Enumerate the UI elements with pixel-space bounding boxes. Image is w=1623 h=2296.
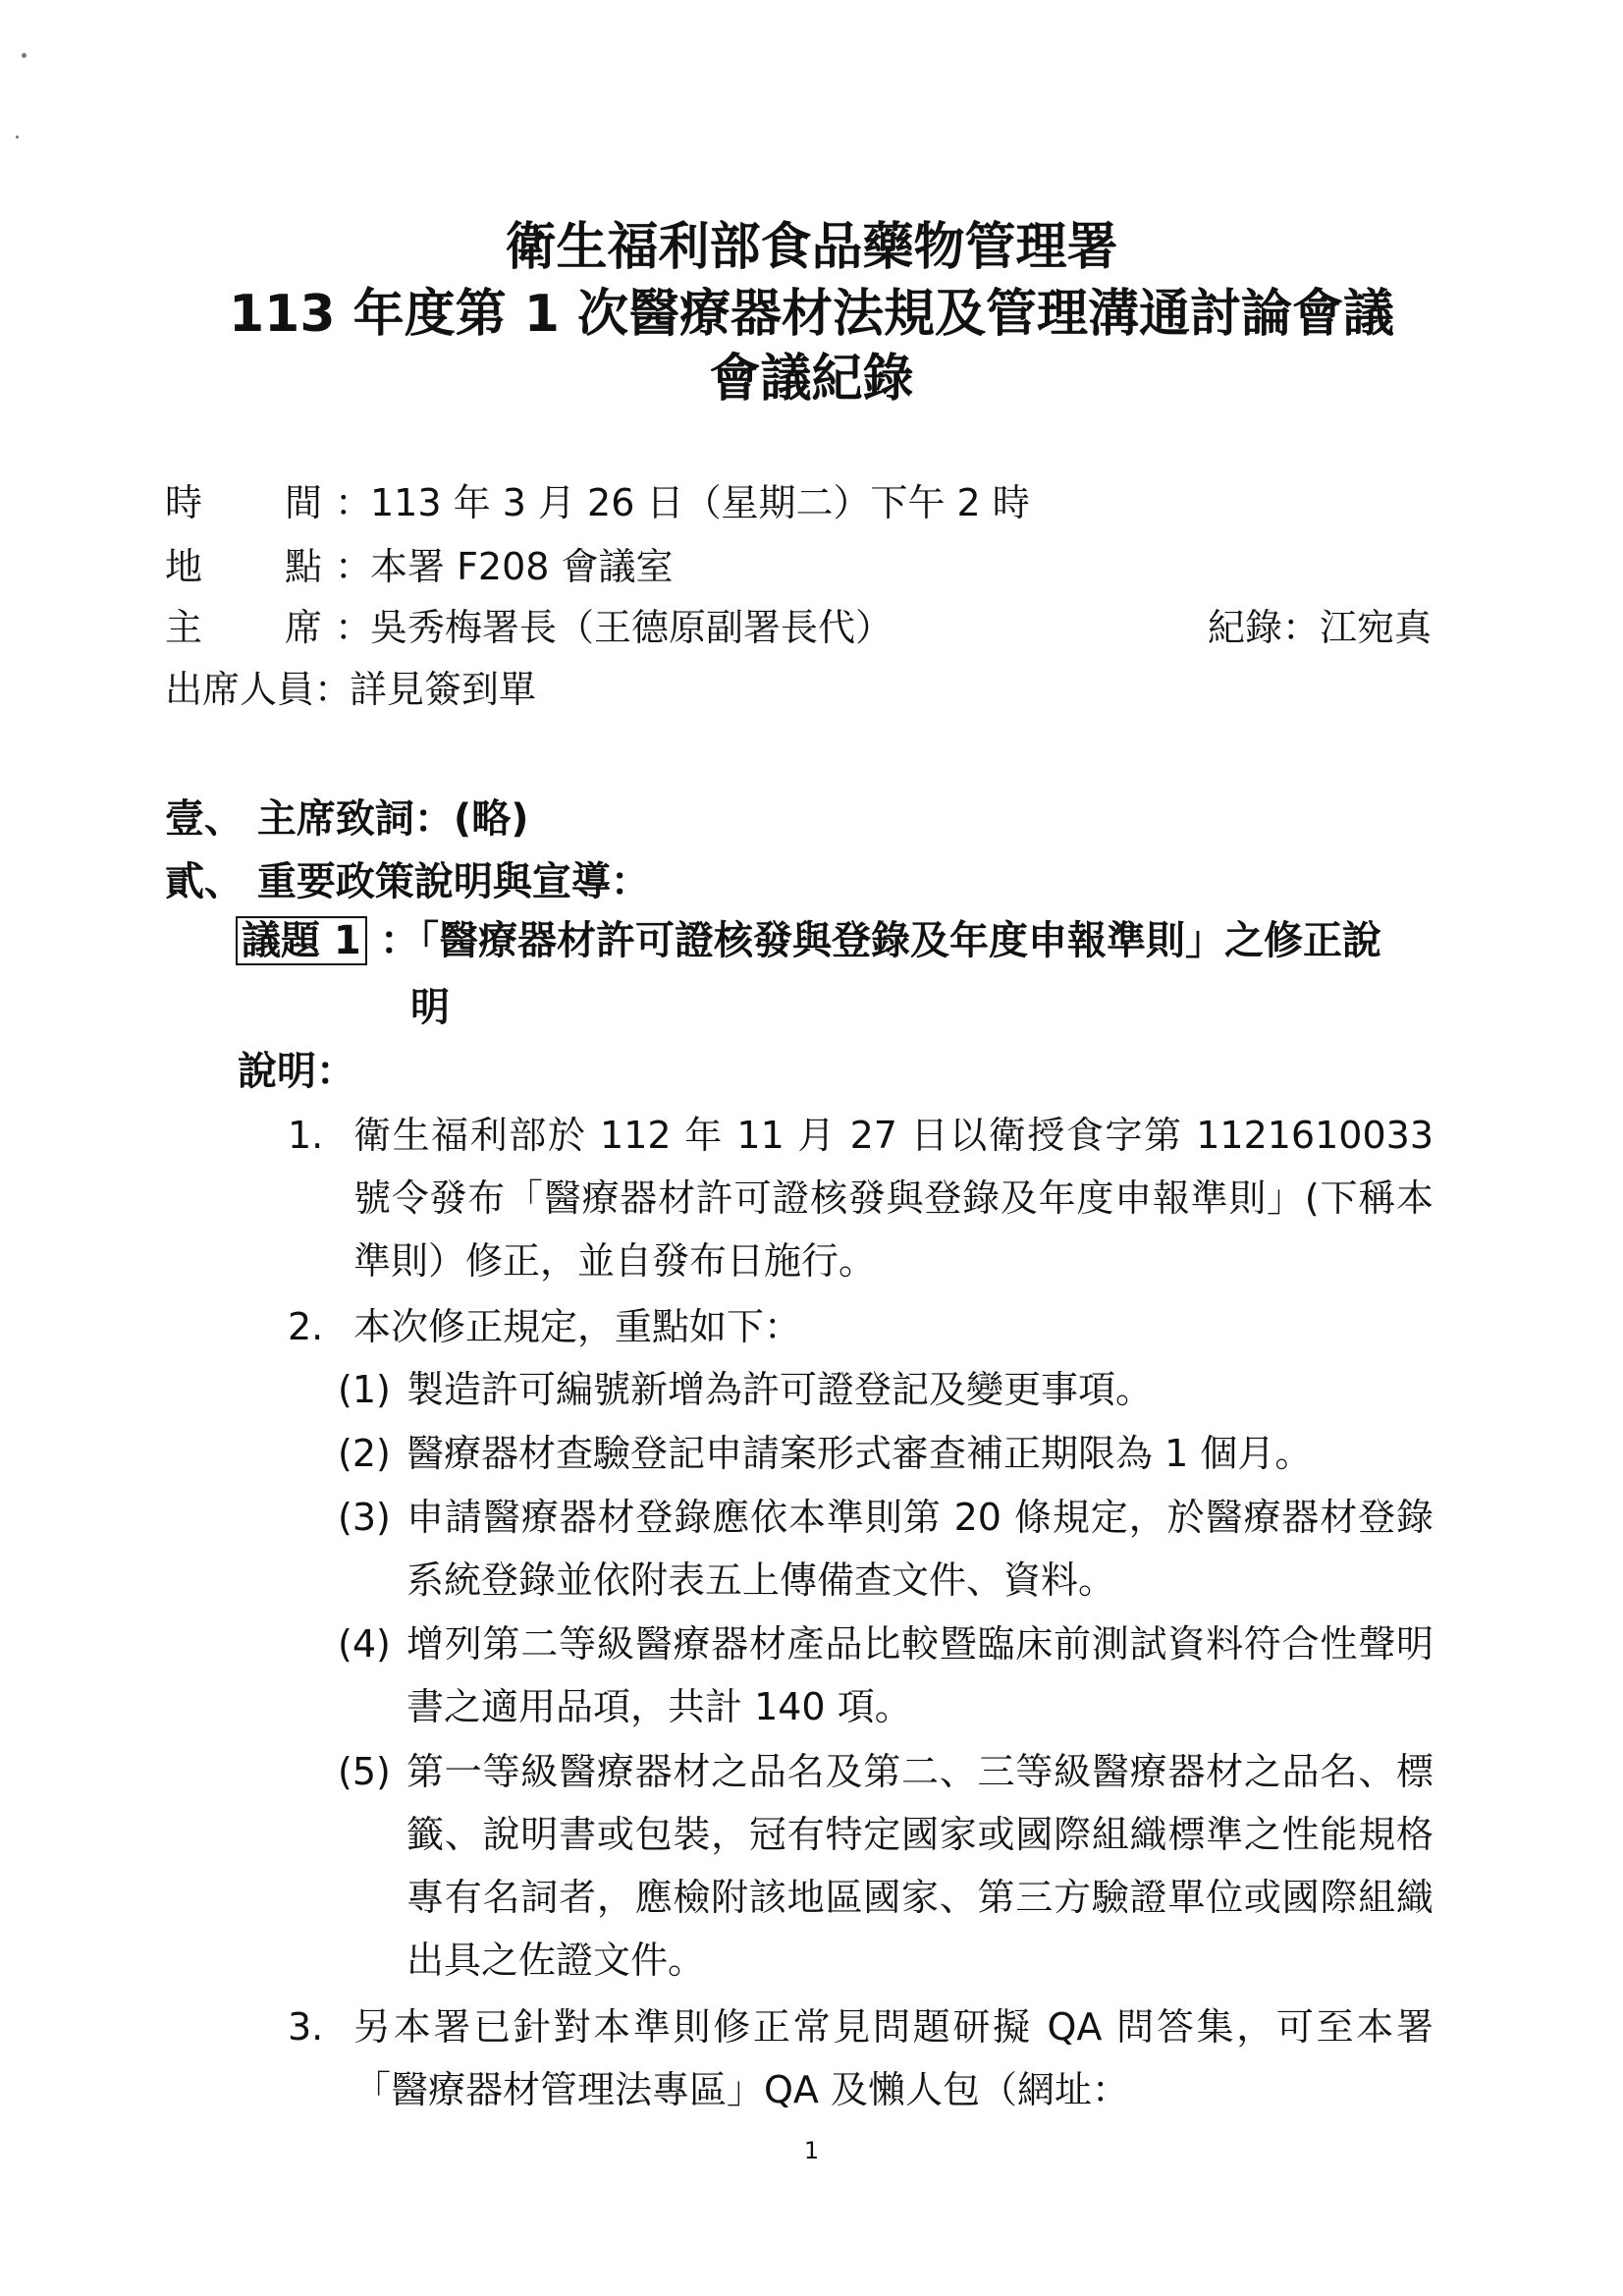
topic-tag: 議題 1 — [236, 916, 367, 965]
item-text: 增列第二等級醫療器材產品比較暨臨床前測試資料符合性聲明書之適用品項，共計 140 項。 — [406, 1622, 1434, 1728]
section-2-heading: 貳、 重要政策說明與宣導： — [165, 859, 650, 904]
item-number: (5) — [338, 1750, 391, 1793]
chair-label-b: 席 — [285, 606, 323, 649]
topic-title-line2: 明 — [410, 985, 450, 1030]
time-label-b: 間 — [285, 481, 323, 524]
info-place-row — [165, 541, 674, 592]
item-number: (2) — [338, 1432, 391, 1475]
chair-label-a: 主 — [165, 606, 203, 649]
item-number: 3. — [288, 2005, 324, 2049]
item-text: 本次修正規定，重點如下： — [353, 1305, 802, 1348]
section-1-heading: 壹、 主席致詞：(略) — [165, 796, 529, 842]
item-number: (1) — [338, 1368, 391, 1411]
attendees-label: 出席人員 — [165, 668, 315, 711]
colon: ： — [314, 668, 352, 711]
scan-speck — [22, 53, 27, 58]
item-number: 2. — [288, 1305, 324, 1348]
chair-value: 吳秀梅署長（王德原副署長代） — [370, 606, 893, 649]
topic-title-line1: ：「醫療器材許可證核發與登錄及年度申報準則」之修正說 — [380, 918, 1381, 963]
item-text: 另本署已針對本準則修正常見問題研擬 QA 問答集，可至本署「醫療器材管理法專區」QA 及懶人包（網址： — [353, 2005, 1434, 2111]
page-number: 1 — [803, 2137, 820, 2164]
place-label-b: 點 — [285, 545, 323, 588]
attendees-value: 詳見簽到單 — [350, 668, 537, 711]
colon: ： — [335, 545, 373, 588]
item-number: (4) — [338, 1622, 391, 1666]
recorder: 紀錄：江宛真 — [1207, 606, 1432, 649]
time-label-a: 時 — [165, 481, 203, 524]
item-text: 醫療器材查驗登記申請案形式審查補正期限為 1 個月。 — [406, 1432, 1313, 1475]
item-number: 1. — [288, 1114, 324, 1157]
colon: ： — [335, 606, 373, 649]
info-chair-row — [165, 602, 893, 653]
time-value: 113 年 3 月 26 日（星期二）下午 2 時 — [370, 481, 1030, 524]
scan-speck — [16, 136, 19, 138]
org-title: 衛生福利部食品藥物管理署 — [505, 218, 1118, 277]
place-label-a: 地 — [165, 545, 203, 588]
info-time-row — [165, 477, 1030, 528]
meeting-title: 113 年度第 1 次醫療器材法規及管理溝通討論會議 — [228, 285, 1395, 344]
place-value: 本署 F208 會議室 — [370, 545, 674, 588]
colon: ： — [335, 481, 373, 524]
info-attendees-row — [165, 664, 536, 715]
item-text: 第一等級醫療器材之品名及第二、三等級醫療器材之品名、標籤、說明書或包裝，冠有特定國家或國際組織標準之性能規格專有名詞者，應檢附該地區國家、第三方驗證單位或國際組織出具之佐證文件。 — [406, 1750, 1434, 1982]
doc-type-title: 會議紀錄 — [709, 350, 914, 409]
item-text: 申請醫療器材登錄應依本準則第 20 條規定，於醫療器材登錄系統登錄並依附表五上傳備查文件、資料。 — [406, 1496, 1434, 1602]
topic-1 — [236, 913, 1381, 1030]
item-text: 衛生福利部於 112 年 11 月 27 日以衛授食字第 1121610033 號令發布「醫療器材許可證核發與登錄及年度申報準則」(下稱本準則）修正，並自發布日施行。 — [353, 1114, 1434, 1283]
item-text: 製造許可編號新增為許可證登記及變更事項。 — [406, 1368, 1154, 1411]
item-number: (3) — [338, 1496, 391, 1539]
explain-heading: 說明： — [238, 1049, 355, 1094]
